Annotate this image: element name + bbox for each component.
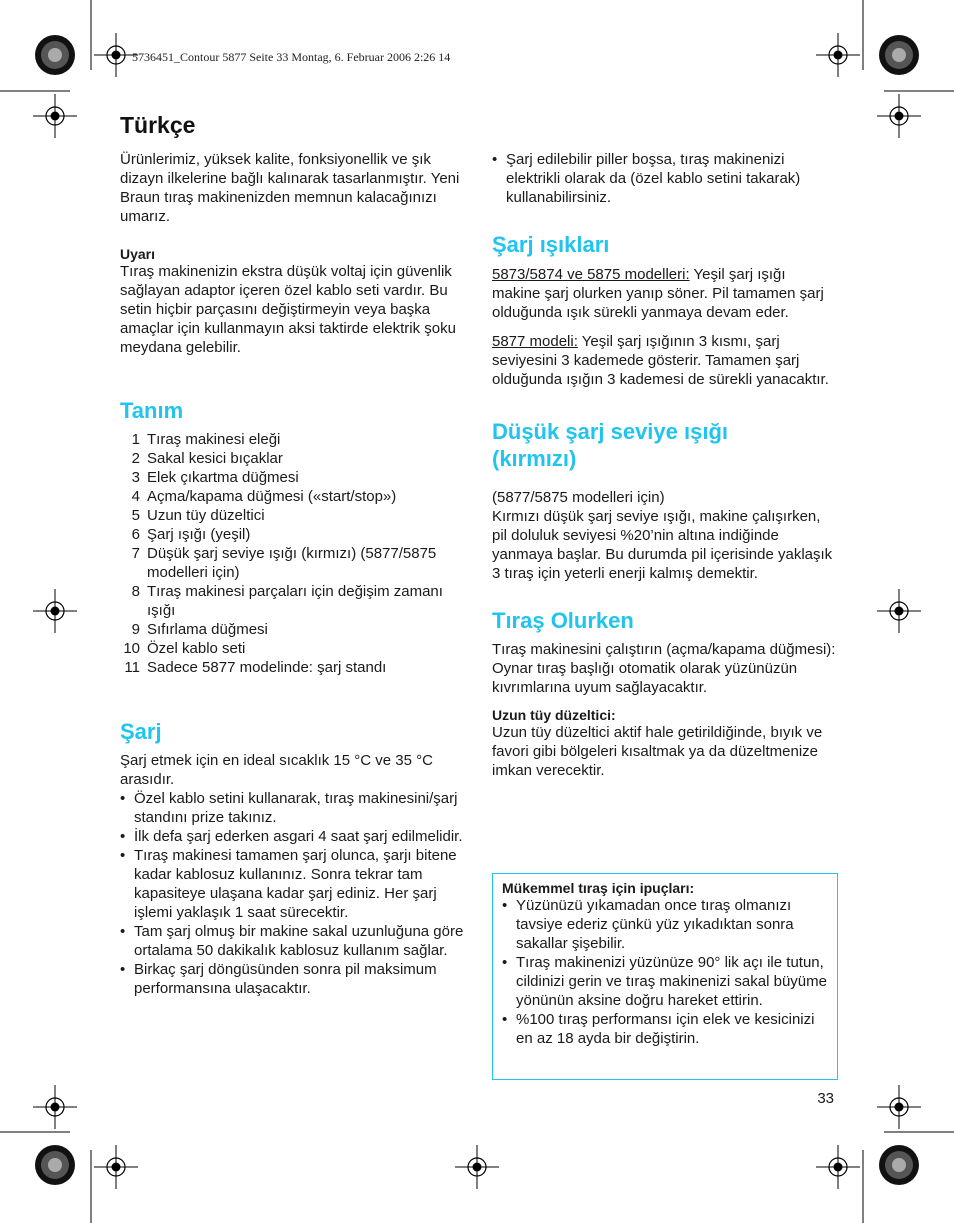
tips-heading: Mükemmel tıraş için ipuçları: — [502, 880, 695, 896]
warning-text: Tıraş makinenizin ekstra düşük voltaj için güvenlik sağlayan adaptor içeren özel kablo seti vardır. Bu setin hiçbir parçasını değiştirmeyin veya başka amaçlar için kullanmayın aksi taktirde elektrik şoku meydana gelebilir. — [120, 263, 456, 356]
heading-line: Düşük şarj seviye ışığı — [492, 419, 729, 444]
item-text: Özel kablo seti — [147, 640, 246, 657]
item-text: Tıraş makinesi eleği — [147, 431, 281, 448]
list-item — [120, 582, 465, 620]
dusuk-text: Kırmızı düşük şarj seviye ışığı, makine çalışırken, pil doluluk seviyesi %20’nin altına indiğinde yanmaya başlar. Bu durumda pil içerisinde yaklaşık 3 tıraş için yeterli enerji kalmış demektir. — [492, 508, 833, 582]
item-number: 3 — [131, 469, 140, 486]
list-item — [120, 525, 465, 544]
tips-bullets — [502, 896, 827, 1048]
tips-box — [492, 873, 838, 1080]
item-number: 1 — [131, 431, 140, 448]
list-item — [120, 544, 465, 582]
item-text: Sadece 5877 modelinde: şarj standı — [147, 659, 387, 676]
list-item: • Yüzünüzü yıkamadan once tıraş olmanızı tavsiye ederiz çünkü yüz yıkadıktan sonra sakallar şişebilir. — [502, 896, 827, 953]
list-item — [120, 639, 465, 658]
item-text: Tıraş makinesi parçaları için değişim zamanı ışığı — [147, 583, 443, 619]
tiras-p2: Oynar tıraş başlığı otomatik olarak yüzünüzün kıvrımlarına uyum sağlayacaktır. — [492, 660, 798, 696]
item-number: 2 — [131, 450, 140, 467]
list-item: • Birkaç şarj döngüsünden sonra pil maksimum performansına ulaşacaktır. — [120, 960, 465, 998]
paragraph-text: Yeşil şarj ışığının 3 kısmı, şarj seviyesini 3 kademede gösterir. Tamamen şarj olduğunda ışığın 3 kademesi de sürekli yanacaktır. — [492, 333, 829, 388]
item-text: Düşük şarj seviye ışığı (kırmızı) (5877/5875 modelleri için) — [147, 545, 437, 581]
list-item — [120, 449, 465, 468]
parts-list — [120, 430, 465, 677]
right-column — [492, 150, 837, 780]
list-item: • Tıraş makinesi tamamen şarj olunca, şarjı bitene kadar kablosuz kullanınız. Sonra tekrar tam kapasiteye ulaşana kadar şarj ediniz. Her şarj işlemi yaklaşık 1 saat sürecektir. — [120, 846, 465, 922]
sarj-bullets — [120, 789, 465, 998]
sarj-heading: Şarj — [120, 719, 162, 744]
trimmer-heading: Uzun tüy düzeltici: — [492, 707, 616, 723]
item-number: 7 — [131, 545, 140, 562]
sarj-isiklari-p1 — [492, 265, 837, 322]
trimmer-text: Uzun tüy düzeltici aktif hale getirildiğinde, bıyık ve favori gibi bölgeleri kısaltmak ya da düzeltmenize imkan verecektir. — [492, 724, 823, 779]
print-header-line: 5736451_Contour 5877 Seite 33 Montag, 6. Februar 2006 2:26 14 — [132, 50, 451, 64]
paragraph-text: Yeşil şarj ışığı makine şarj olurken yanıp söner. Pil tamamen şarj olduğunda ışık sürekli yanmaya devam eder. — [492, 266, 824, 321]
item-number: 8 — [131, 583, 140, 600]
item-text: Şarj ışığı (yeşil) — [147, 526, 251, 543]
list-item: • Şarj edilebilir piller boşsa, tıraş makinenizi elektrikli olarak da (özel kablo setini takarak) kullanabilirsiniz. — [492, 150, 837, 207]
tanim-heading: Tanım — [120, 398, 184, 423]
list-item: • %100 tıraş performansı için elek ve kesicinizi en az 18 ayda bir değiştirin. — [502, 1010, 827, 1048]
sarj-isiklari-heading: Şarj ışıkları — [492, 232, 610, 257]
list-item — [120, 506, 465, 525]
list-item: • Özel kablo setini kullanarak, tıraş makinesini/şarj standını prize takınız. — [120, 789, 465, 827]
item-number: 4 — [131, 488, 140, 505]
list-item: • Tıraş makinenizi yüzünüze 90° lik açı ile tutun, cildinizi gerin ve tıraş makinenizi sakal büyüme yönünün aksine doğru hareket ettirin. — [502, 953, 827, 1010]
sarj-intro: Şarj etmek için en ideal sıcaklık 15 °C ve 35 °C arasıdır. — [120, 752, 433, 788]
heading-line: (kırmızı) — [492, 446, 577, 471]
list-item — [120, 658, 465, 677]
item-text: Sıfırlama düğmesi — [147, 621, 268, 638]
intro-paragraph: Ürünlerimiz, yüksek kalite, fonksiyonellik ve şık dizayn ilkelerine bağlı kalınarak tasarlanmıştır. Yeni Braun tıraş makinenizden memnun kalacağınızı umarız. — [120, 151, 460, 225]
list-item — [120, 468, 465, 487]
tiras-heading: Tıraş Olurken — [492, 608, 634, 633]
list-item — [120, 620, 465, 639]
model-label: 5877 modeli: — [492, 333, 578, 350]
sarj-isiklari-p2 — [492, 332, 837, 389]
item-text: Uzun tüy düzeltici — [147, 507, 265, 524]
item-number: 11 — [124, 659, 140, 676]
item-text: Elek çıkartma düğmesi — [147, 469, 299, 486]
page-number: 33 — [817, 1090, 834, 1107]
tiras-p1: Tıraş makinesini çalıştırın (açma/kapama düğmesi): — [492, 641, 836, 658]
page-title: Türkçe — [120, 112, 196, 138]
list-item — [120, 487, 465, 506]
item-number: 5 — [131, 507, 140, 524]
item-number: 10 — [123, 640, 140, 657]
item-number: 6 — [131, 526, 140, 543]
item-number: 9 — [131, 621, 140, 638]
list-item — [120, 430, 465, 449]
left-column — [120, 150, 465, 998]
dusuk-models: (5877/5875 modelleri için) — [492, 489, 665, 506]
item-text: Açma/kapama düğmesi («start/stop») — [147, 488, 397, 505]
list-item: • Tam şarj olmuş bir makine sakal uzunluğuna göre ortalama 50 dakikalık kablosuz kullanım sağlar. — [120, 922, 465, 960]
model-label: 5873/5874 ve 5875 modelleri: — [492, 266, 690, 283]
warning-heading: Uyarı — [120, 246, 156, 262]
list-item: • İlk defa şarj ederken asgari 4 saat şarj edilmelidir. — [120, 827, 465, 846]
dusuk-heading — [492, 418, 837, 472]
sarj-continued — [492, 150, 837, 207]
item-text: Sakal kesici bıçaklar — [147, 450, 283, 467]
